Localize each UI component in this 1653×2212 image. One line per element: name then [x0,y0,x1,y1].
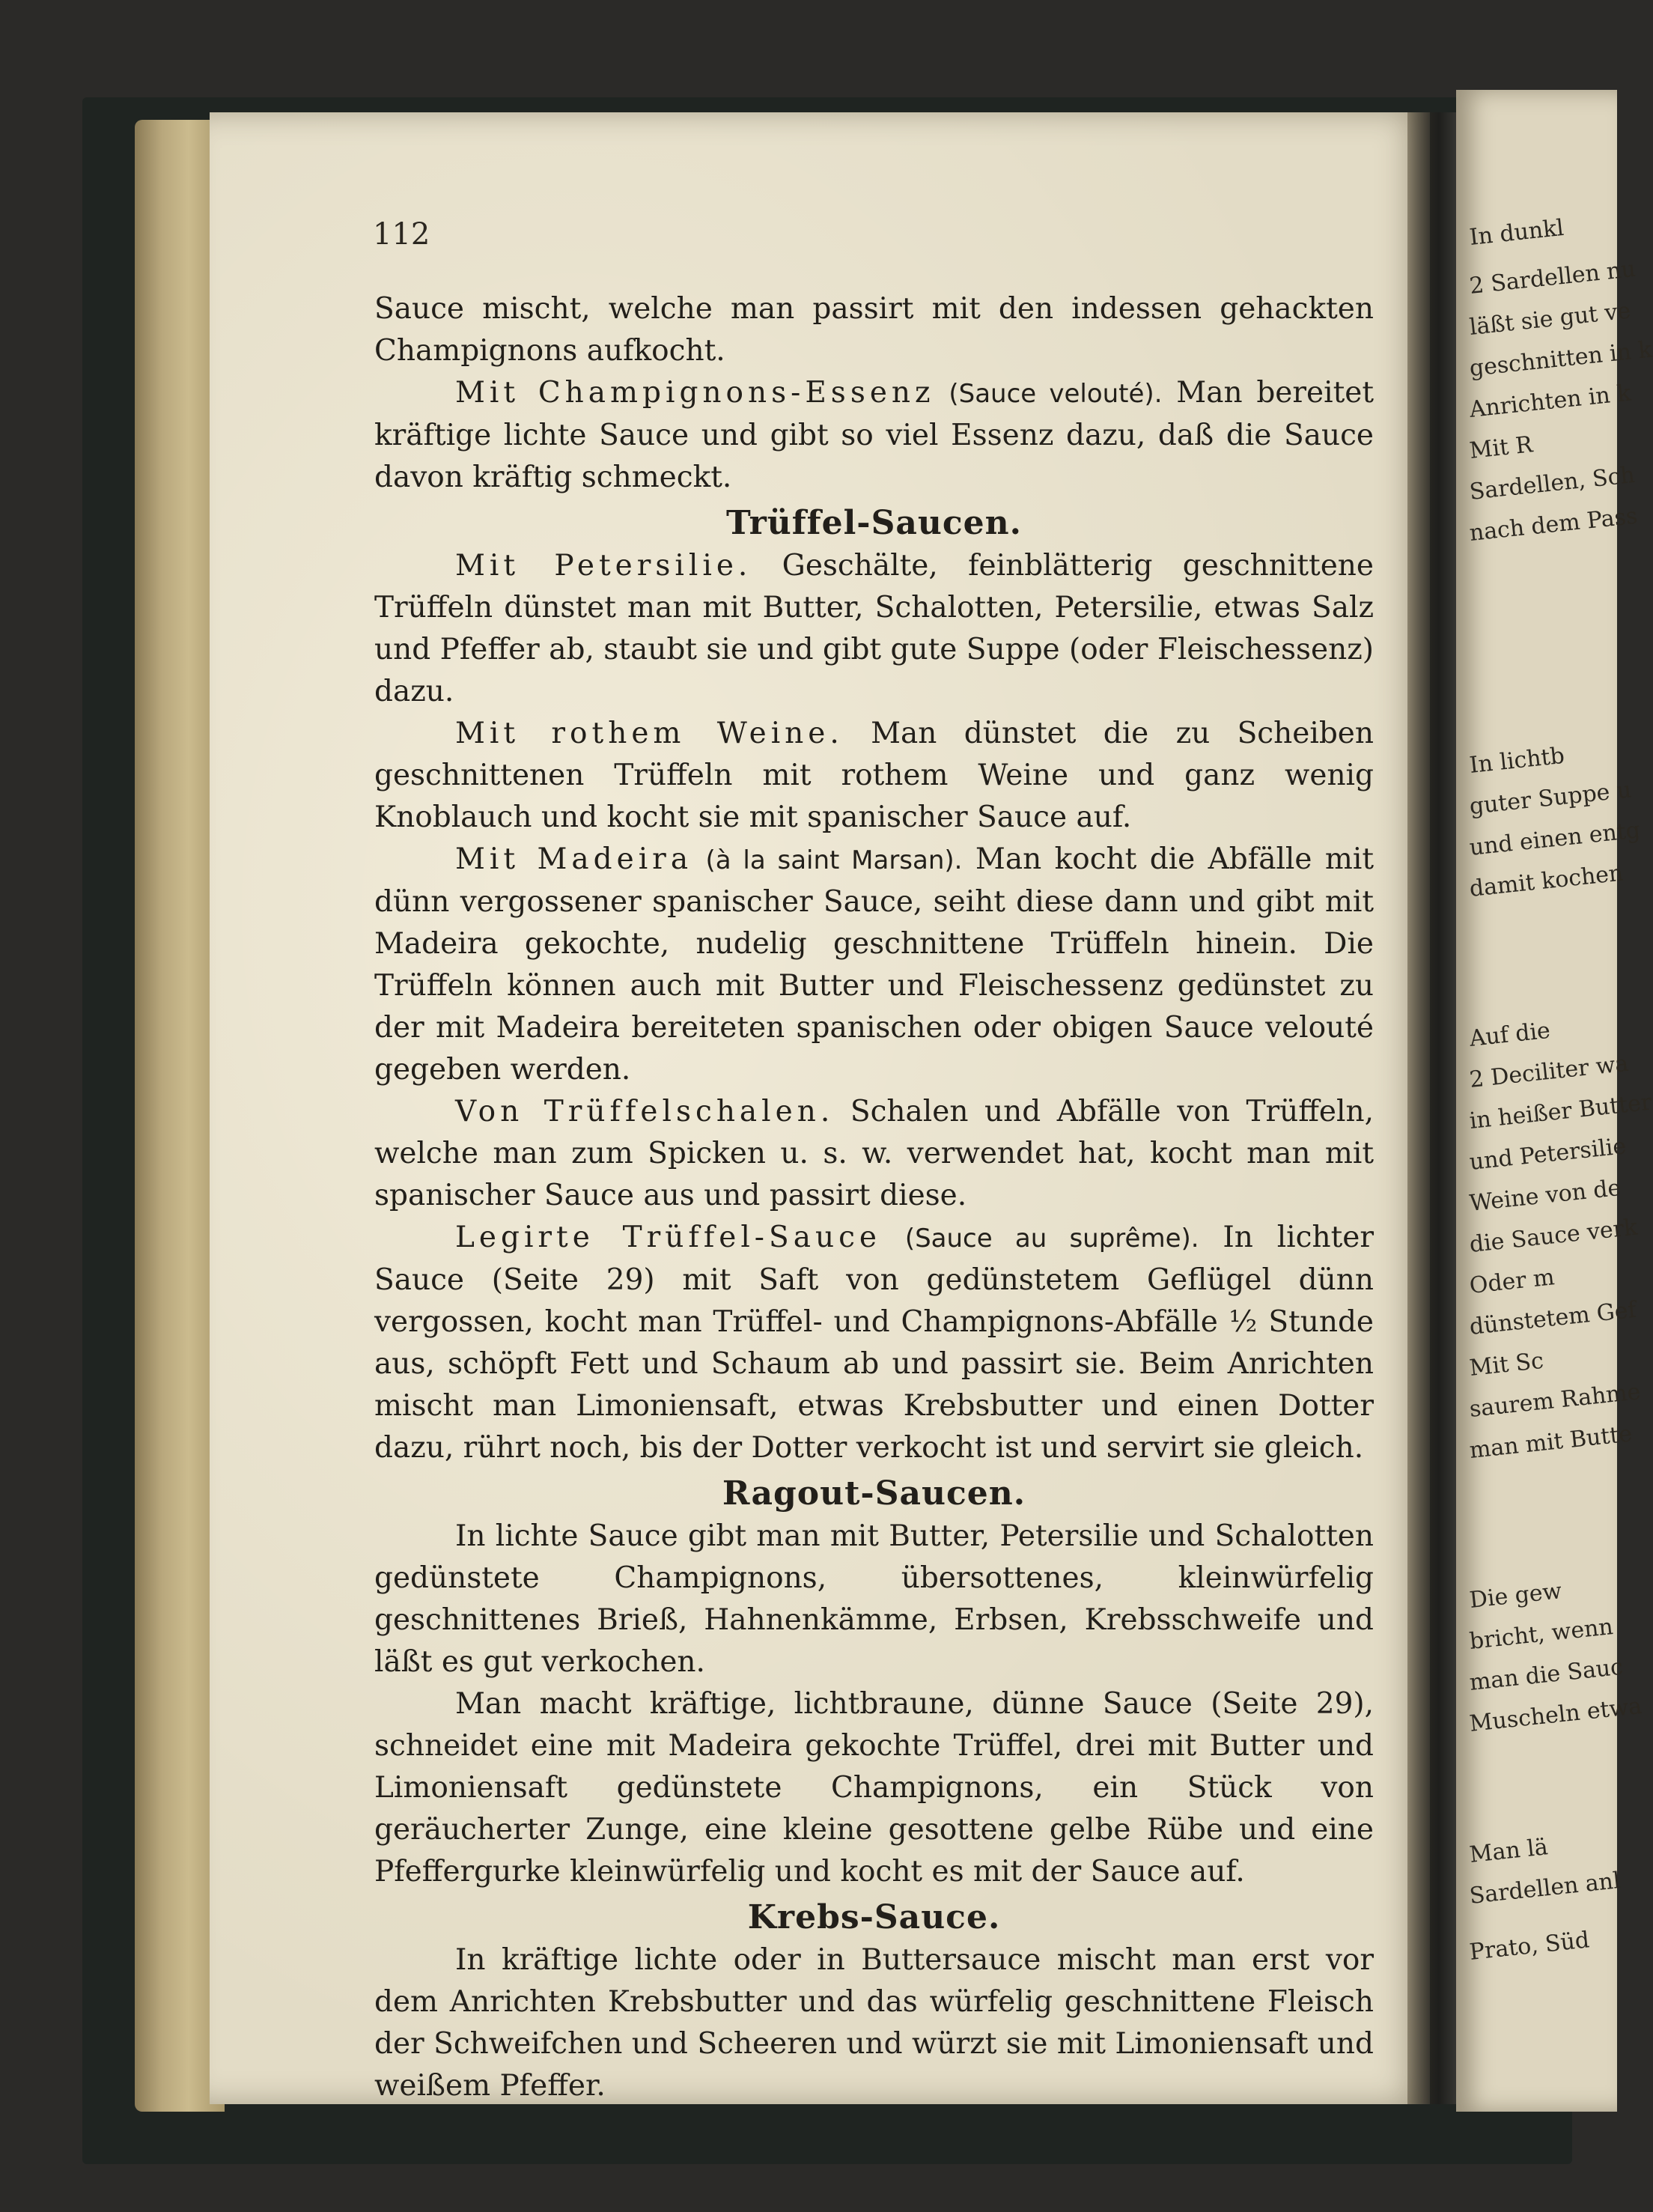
paragraph [374,288,1374,372]
facing-page-line: In lichtb [1468,742,1566,779]
paragraph [374,545,1374,713]
paragraph [374,1217,1374,1469]
text-run: Man bereitet kräftige lichte Sauce und gibt so viel Essenz dazu, daß die Sauce davon kräftig schmeckt. [374,376,1374,494]
section-heading: Ragout-Saucen. [722,1474,1026,1513]
paragraph [374,1516,1374,1683]
facing-page-line: Sardellen, Sch [1468,461,1637,505]
book-gutter [1407,112,1460,2104]
section-heading: Trüffel-Saucen. [726,504,1022,542]
recipe-title: Mit Petersilie. [455,549,752,583]
recipe-title: Mit rothem Weine. [455,717,844,750]
facing-page-line: Prato, Süd [1468,1927,1591,1966]
paragraph [374,839,1374,1091]
paragraph [374,1683,1374,1893]
text-run [935,376,949,410]
text-run: In kräftige lichte oder in Buttersauce mischt man erst vor dem Anrichten Krebsbutter und das würfelig geschnittene Fleisch der Schweifchen und Scheeren und würzt sie mit Limoniensaft und weißem Pfeffer. [374,1943,1374,2103]
text-run: Sauce mischt, welche man passirt mit den indessen gehackten Champignons aufkocht. [374,292,1374,368]
facing-page-line: man mit Butte [1468,1421,1634,1464]
french-name: (à la saint Marsan). [705,845,963,875]
facing-page-line: die Sauce verk [1468,1214,1639,1258]
text-run [692,842,705,876]
facing-page-line: Oder m [1468,1264,1556,1299]
text-run: Geschälte, feinblätterig geschnittene Trüffeln dünstet man mit Butter, Schalotten, Petersilie, etwas Salz und Pfeffer ab, staubt sie und gibt gute Suppe (oder Fleischessenz) dazu. [374,549,1374,708]
french-name: (Sauce au suprême). [904,1224,1199,1254]
text-run: In lichter Sauce (Seite 29) mit Saft von gedünstetem Geflügel dünn vergossen, kocht man Trüffel- und Champignons-Abfälle ½ Stunde aus, schöpft Fett und Schaum ab und passirt sie. Beim Anrichten mischt man Limoniensaft, etwas Krebsbutter und einen Dotter dazu, rührt noch, bis der Dotter verkocht ist und servirt sie gleich. [374,1221,1375,1465]
text-run [881,1221,905,1254]
facing-page-line: saurem Rahme [1468,1379,1642,1423]
facing-page-line: 2 Sardellen nu [1468,255,1637,300]
facing-page-line: damit kochen [1468,860,1625,902]
text-run: Man dünstet die zu Scheiben geschnittenen Trüffeln mit rothem Weine und ganz wenig Knoblauch und kocht sie mit spanischer Sauce auf. [374,717,1374,834]
facing-page-line: dünstetem Gef [1468,1296,1638,1340]
facing-page-line: geschnitten in k [1468,336,1653,382]
text-run: Schalen und Abfälle von Trüffeln, welche man zum Spicken u. s. w. verwendet hat, kocht man mit spanischer Sauce aus und passirt diese. [374,1095,1374,1212]
recipe-title: Mit Madeira [455,842,693,876]
facing-page-line: bricht, wenn [1468,1613,1615,1655]
paragraph [374,372,1374,499]
facing-page-line: Sardellen anl [1468,1867,1622,1909]
facing-page-line: 2 Deciliter wa [1468,1050,1630,1093]
french-name: (Sauce velouté). [949,379,1163,409]
text-run: In lichte Sauce gibt man mit Butter, Petersilie und Schalotten gedünstete Champignons, übersottenes, kleinwürfelig geschnittenes Brieß, Hahnenkämme, Erbsen, Krebsschweife und läßt es gut verkochen. [374,1519,1374,1679]
page-text [374,288,1374,2107]
paragraph [374,1939,1374,2107]
facing-page-line: Auf die [1468,1017,1552,1052]
facing-page-fragment [1456,90,1653,2112]
recipe-title: Von Trüffelschalen. [455,1095,835,1128]
facing-page-line: und Petersilie [1468,1133,1628,1176]
facing-page-line: Muscheln etwa [1468,1692,1643,1737]
paragraph [374,713,1374,839]
facing-page-line: Weine von de [1468,1174,1622,1217]
text-run: Man macht kräftige, lichtbraune, dünne Sauce (Seite 29), schneidet eine mit Madeira gekochte Trüffel, drei mit Butter und Limoniensaft gedünstete Champignons, ein Stück von geräucherter Zunge, eine kleine gesottene gelbe Rübe und eine Pfeffergurke kleinwürfelig und kocht es mit der Sauce auf. [374,1687,1374,1889]
facing-page-line: Mit R [1468,431,1534,464]
page-number: 112 [373,217,430,252]
facing-page-line: läßt sie gut ve [1468,297,1632,341]
section-heading: Krebs-Sauce. [747,1898,1001,1936]
facing-page-line: guter Suppe u [1468,777,1633,820]
text-run: Man kocht die Abfälle mit dünn vergossener spanischer Sauce, seiht diese dann und gibt mit Madeira gekochte, nudelig geschnittene Trüffeln hinein. Die Trüffeln können auch mit Butter und Fleischessenz gedünstet zu der mit Madeira bereiteten spanischen oder obigen Sauce velouté gegeben werden. [374,842,1374,1087]
recipe-title: Mit Champignons-Essenz [455,376,935,410]
facing-page-line: Mit Sc [1468,1347,1545,1382]
facing-page-line: man die Sauc [1468,1653,1625,1696]
facing-page-line: Anrichten in k [1468,380,1632,423]
facing-page-line: und einen entg [1468,817,1642,861]
facing-page-line: In dunkl [1468,214,1565,251]
facing-page-line: Die gew [1468,1578,1563,1614]
paragraph [374,1091,1374,1217]
facing-page-line: nach dem Pass [1468,502,1639,547]
recipe-title: Legirte Trüffel-Sauce [455,1221,881,1254]
facing-page-line: Man lä [1468,1834,1550,1868]
facing-page-line: in heißer Butter [1468,1089,1653,1134]
